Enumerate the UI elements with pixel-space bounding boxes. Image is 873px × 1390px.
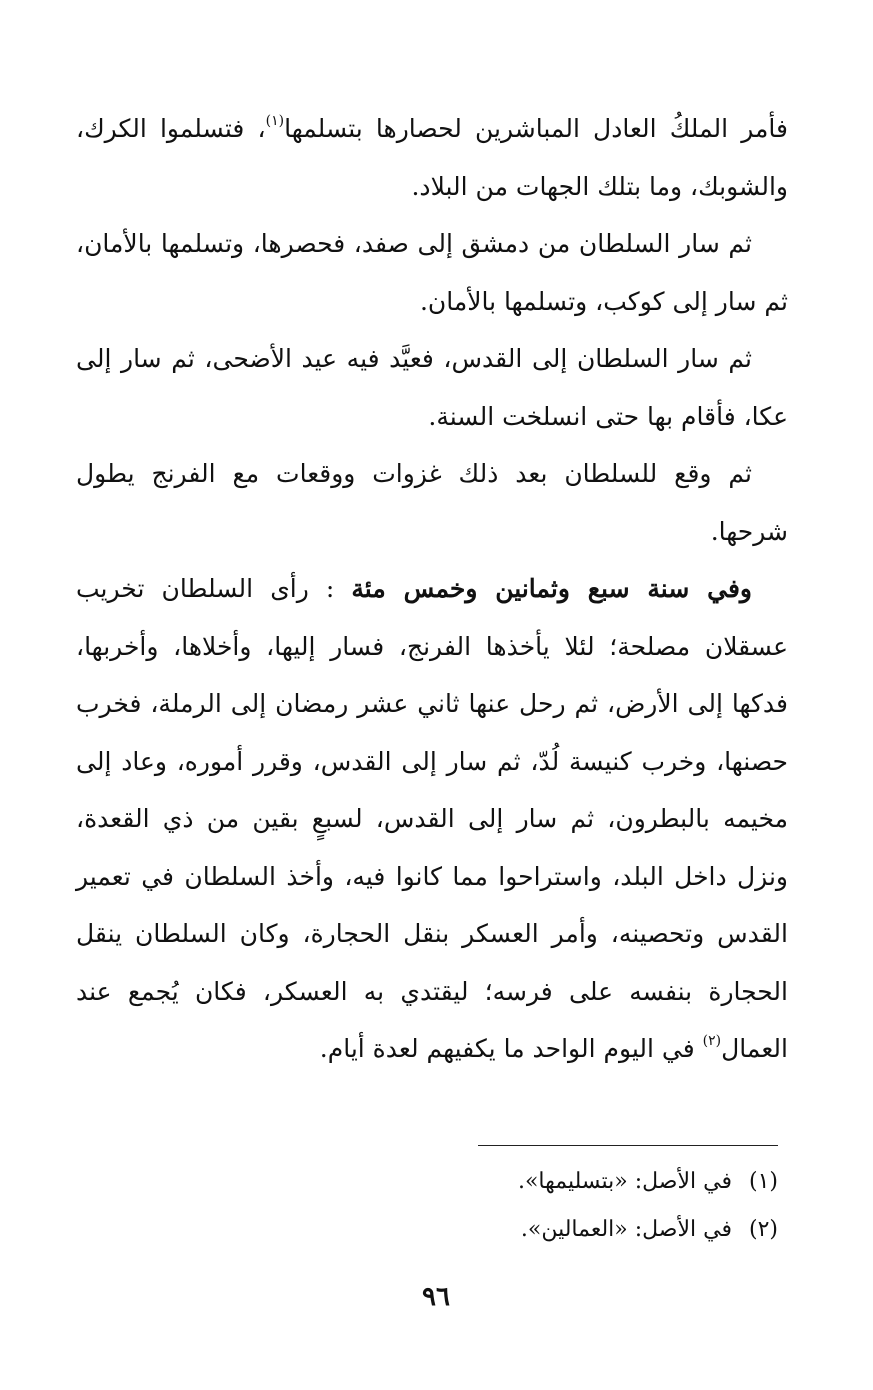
footnote-number: (١) bbox=[748, 1169, 778, 1194]
paragraph-2: ثم سار السلطان من دمشق إلى صفد، فحصرها، وتسلمها بالأمان، ثم سار إلى كوكب، وتسلمها بالأمان. bbox=[76, 229, 788, 316]
paragraph-5: وفي سنة سبع وثمانين وخمس مئة : رأى السلطان تخريب عسقلان مصلحة؛ لئلا يأخذها الفرنج، فسار إليها، وأخلاها، وأخربها، فدكها إلى الأرض، ثم رحل عنها ثاني عشر رمضان إلى الرملة، فخرب حصنها، وخرب كنيسة لُدّ، ثم سار إلى القدس، وقرر أموره، وعاد إلى مخيمه بالبطرون، ثم سار إلى القدس، لسبعٍ بقين من ذي القعدة، ونزل داخل البلد، واستراحوا مما كانوا فيه، وأخذ السلطان في تعمير القدس وتحصينه، وأمر العسكر بنقل الحجارة، وكان السلطان ينقل الحجارة بنفسه على فرسه؛ ليقتدي به العسكر، فكان يُجمع عند العمال$^{(٢)}$ في اليوم الواحد ما يكفيهم لعدة أيام. bbox=[76, 574, 788, 1063]
footnote-text: في الأصل: «العمالين». bbox=[520, 1217, 732, 1242]
footnote-ref-2[interactable]: (٢) bbox=[702, 1033, 722, 1049]
footnote-ref-1[interactable]: (١) bbox=[265, 113, 285, 129]
paragraph-4: ثم وقع للسلطان بعد ذلك غزوات ووقعات مع الفرنج يطول شرحها. bbox=[76, 459, 788, 546]
footnote-text: في الأصل: «بتسليمها». bbox=[517, 1169, 732, 1194]
footnote-2 bbox=[300, 1206, 778, 1254]
page-number: ٩٦ bbox=[422, 1282, 450, 1312]
footnote-separator bbox=[478, 1145, 778, 1146]
year-heading: وفي سنة سبع وثمانين وخمس مئة bbox=[351, 574, 752, 603]
paragraph-1: فأمر الملكُ العادل المباشرين لحصارها بتسلمها$^{(١)}$، فتسلموا الكرك، والشوبك، وما بتلك الجهات من البلاد. bbox=[76, 113, 788, 201]
footnote-number: (٢) bbox=[748, 1217, 778, 1242]
footnotes bbox=[300, 1158, 778, 1254]
footnote-1 bbox=[300, 1158, 778, 1206]
main-text bbox=[76, 100, 788, 1078]
paragraph-3: ثم سار السلطان إلى القدس، فعيَّد فيه عيد الأضحى، ثم سار إلى عكا، فأقام بها حتى انسلخت السنة. bbox=[76, 344, 788, 431]
